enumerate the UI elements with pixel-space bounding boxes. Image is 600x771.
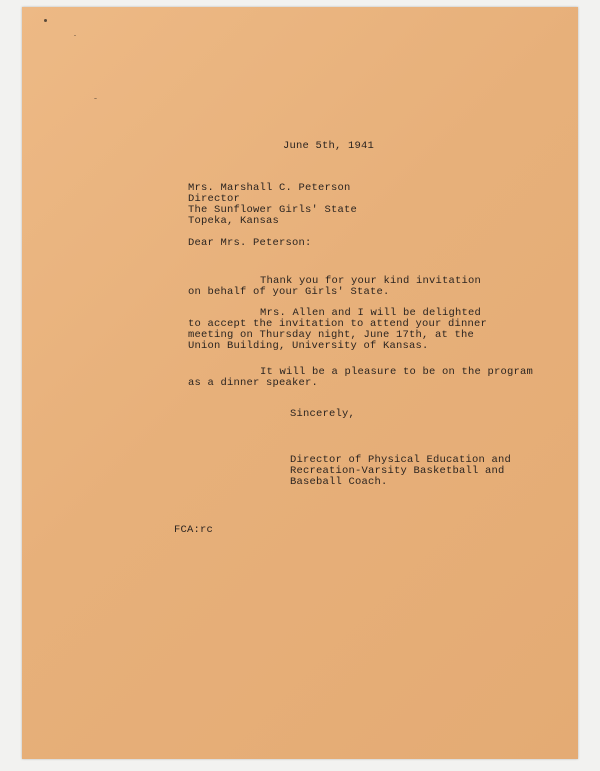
closing: Sincerely, [290,408,356,420]
paragraph-2-line-2: to accept the invitation to attend your dinner [188,318,488,330]
typist-initials: FCA:rc [174,524,214,536]
recipient-title: Director [188,193,241,205]
paper-speck [94,98,97,99]
paragraph-3-line-1: It will be a pleasure to be on the program [260,366,534,378]
recipient-organization: The Sunflower Girls' State [188,204,358,216]
paragraph-2-line-1: Mrs. Allen and I will be delighted [260,307,482,319]
letter-date: June 5th, 1941 [283,140,375,152]
paper-speck [44,19,47,22]
paragraph-1-line-1: Thank you for your kind invitation [260,275,482,287]
signature-line-3: Baseball Coach. [290,476,388,488]
paper-speck [74,35,76,36]
paragraph-1-line-2: on behalf of your Girls' State. [188,286,390,298]
paragraph-3-line-2: as a dinner speaker. [188,377,319,389]
signature-line-2: Recreation-Varsity Basketball and [290,465,505,477]
paragraph-2-line-4: Union Building, University of Kansas. [188,340,429,352]
recipient-name: Mrs. Marshall C. Peterson [188,182,351,194]
paragraph-2-line-3: meeting on Thursday night, June 17th, at the [188,329,475,341]
recipient-city: Topeka, Kansas [188,215,280,227]
signature-line-1: Director of Physical Education and [290,454,512,466]
salutation: Dear Mrs. Peterson: [188,237,312,249]
